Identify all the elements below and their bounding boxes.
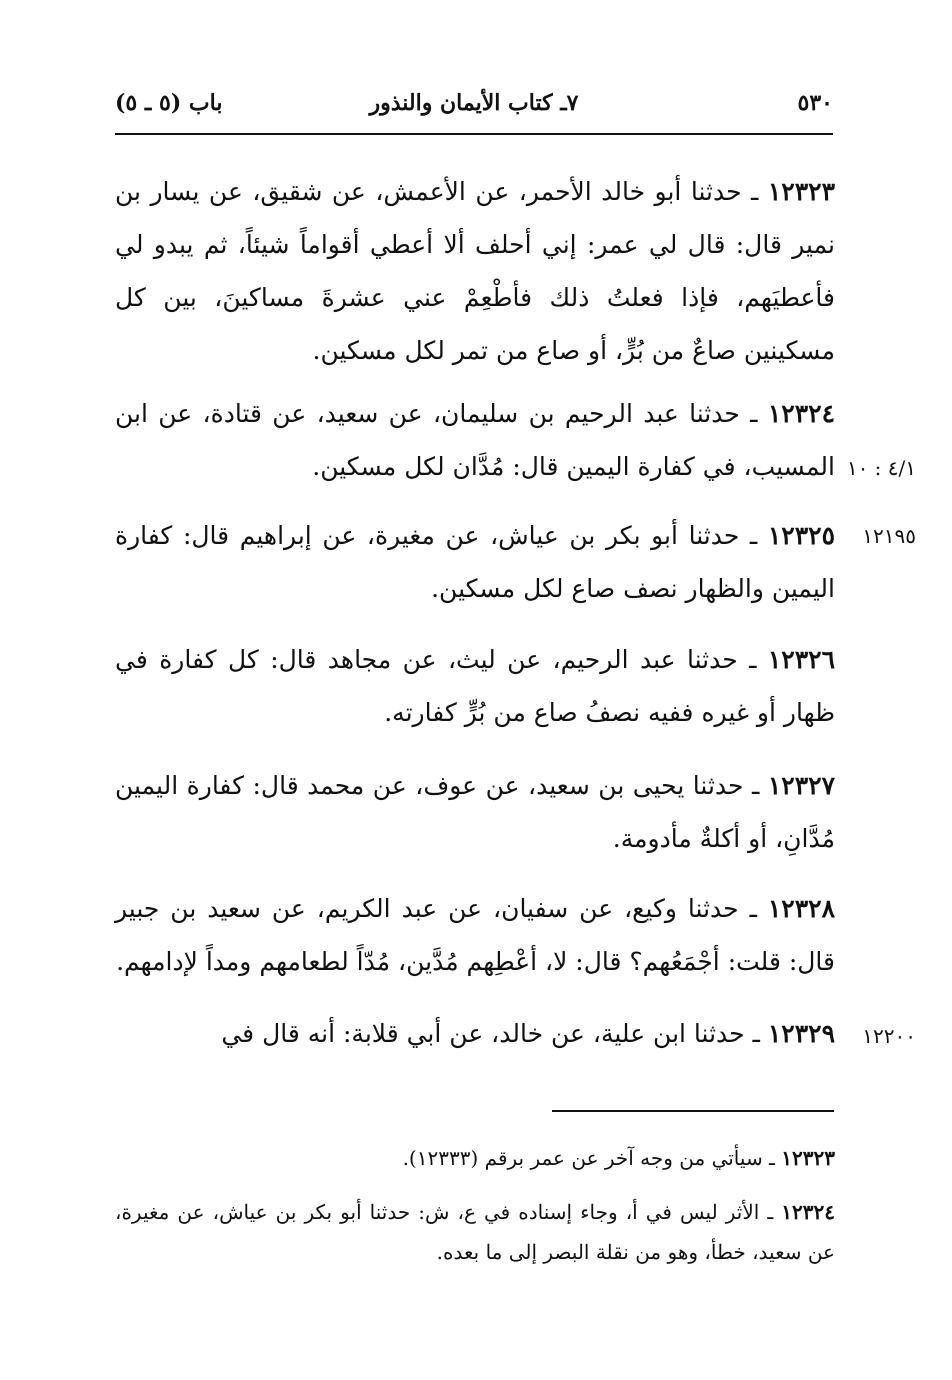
- hadith-text: ـ حدثنا أبو خالد الأحمر، عن الأعمش، عن شقيق، عن يسار بن نمير قال: قال لي عمر: إني أحلف ألا أعطي أقواماً شيئاً، ثم يبدو لي فأعطيَهم، فإذا فعلتُ ذلك فأطْعِمْ عني عشرةَ مساكينَ، بين كل مسكينين صاعٌ من بُرٍّ، أو صاع من تمر لكل مسكين.: [115, 177, 835, 365]
- margin-reference: ١٢١٩٥: [862, 524, 916, 548]
- hadith-number: ١٢٣٢٣: [767, 177, 835, 206]
- margin-reference: ٤/١ : ١٠: [846, 456, 916, 480]
- hadith-entry: [115, 882, 835, 988]
- hadith-entry: [115, 387, 835, 493]
- hadith-text: ـ حدثنا يحيى بن سعيد، عن عوف، عن محمد قال: كفارة اليمين مُدَّانِ، أو أكلةٌ مأدومة.: [115, 771, 835, 853]
- header-rule: [115, 133, 833, 135]
- hadith-number: ١٢٣٢٦: [767, 645, 835, 674]
- hadith-text: ـ حدثنا أبو بكر بن عياش، عن مغيرة، عن إبراهيم قال: كفارة اليمين والظهار نصف صاع لكل مسكين.: [115, 521, 835, 603]
- hadith-entry: [115, 509, 835, 615]
- footnote-number: ١٢٣٢٤: [781, 1200, 835, 1224]
- book-title: ٧ـ كتاب الأيمان والنذور: [369, 90, 579, 116]
- footnote-number: ١٢٣٢٣: [781, 1146, 835, 1170]
- hadith-number: ١٢٣٢٥: [767, 521, 835, 550]
- hadith-number: ١٢٣٢٩: [767, 1019, 835, 1048]
- hadith-number: ١٢٣٢٤: [767, 399, 835, 428]
- hadith-text: ـ حدثنا وكيع، عن سفيان، عن عبد الكريم، عن سعيد بن جبير قال: قلت: أجْمَعُهم؟ قال: لا، أعْطِهم مُدَّين، مُدّاً لطعامهم ومداً لإدامهم.: [115, 894, 835, 976]
- hadith-number: ١٢٣٢٧: [767, 771, 835, 800]
- page-number: ٥٣٠: [797, 90, 833, 116]
- hadith-entry: [115, 165, 835, 377]
- hadith-entry: [115, 759, 835, 865]
- footnote: [115, 1138, 835, 1178]
- hadith-text: ـ حدثنا عبد الرحيم بن سليمان، عن سعيد، عن قتادة، عن ابن المسيب، في كفارة اليمين قال: مُدَّان لكل مسكين.: [115, 399, 835, 481]
- hadith-entry: [115, 633, 835, 739]
- footnote: [115, 1192, 835, 1272]
- hadith-text: ـ حدثنا ابن علية، عن خالد، عن أبي قلابة: أنه قال في: [221, 1019, 760, 1048]
- hadith-number: ١٢٣٢٨: [767, 894, 836, 923]
- chapter-label: باب (٥ ـ ٥): [115, 90, 223, 116]
- running-header: [115, 86, 833, 126]
- footnote-text: ـ سيأتي من وجه آخر عن عمر برقم (١٢٣٣٣).: [402, 1146, 775, 1170]
- hadith-text: ـ حدثنا عبد الرحيم، عن ليث، عن مجاهد قال: كل كفارة في ظهار أو غيره ففيه نصفُ صاع من بُرٍّ كفارته.: [115, 645, 835, 727]
- margin-reference: ١٢٢٠٠: [862, 1024, 916, 1048]
- footnote-text: ـ الأثر ليس في أ، وجاء إسناده في ع، ش: حدثنا أبو بكر بن عياش، عن مغيرة، عن سعيد، خطأ، وهو من نقلة البصر إلى ما بعده.: [115, 1200, 835, 1264]
- footnote-rule: [552, 1110, 834, 1112]
- hadith-entry: [115, 1007, 835, 1060]
